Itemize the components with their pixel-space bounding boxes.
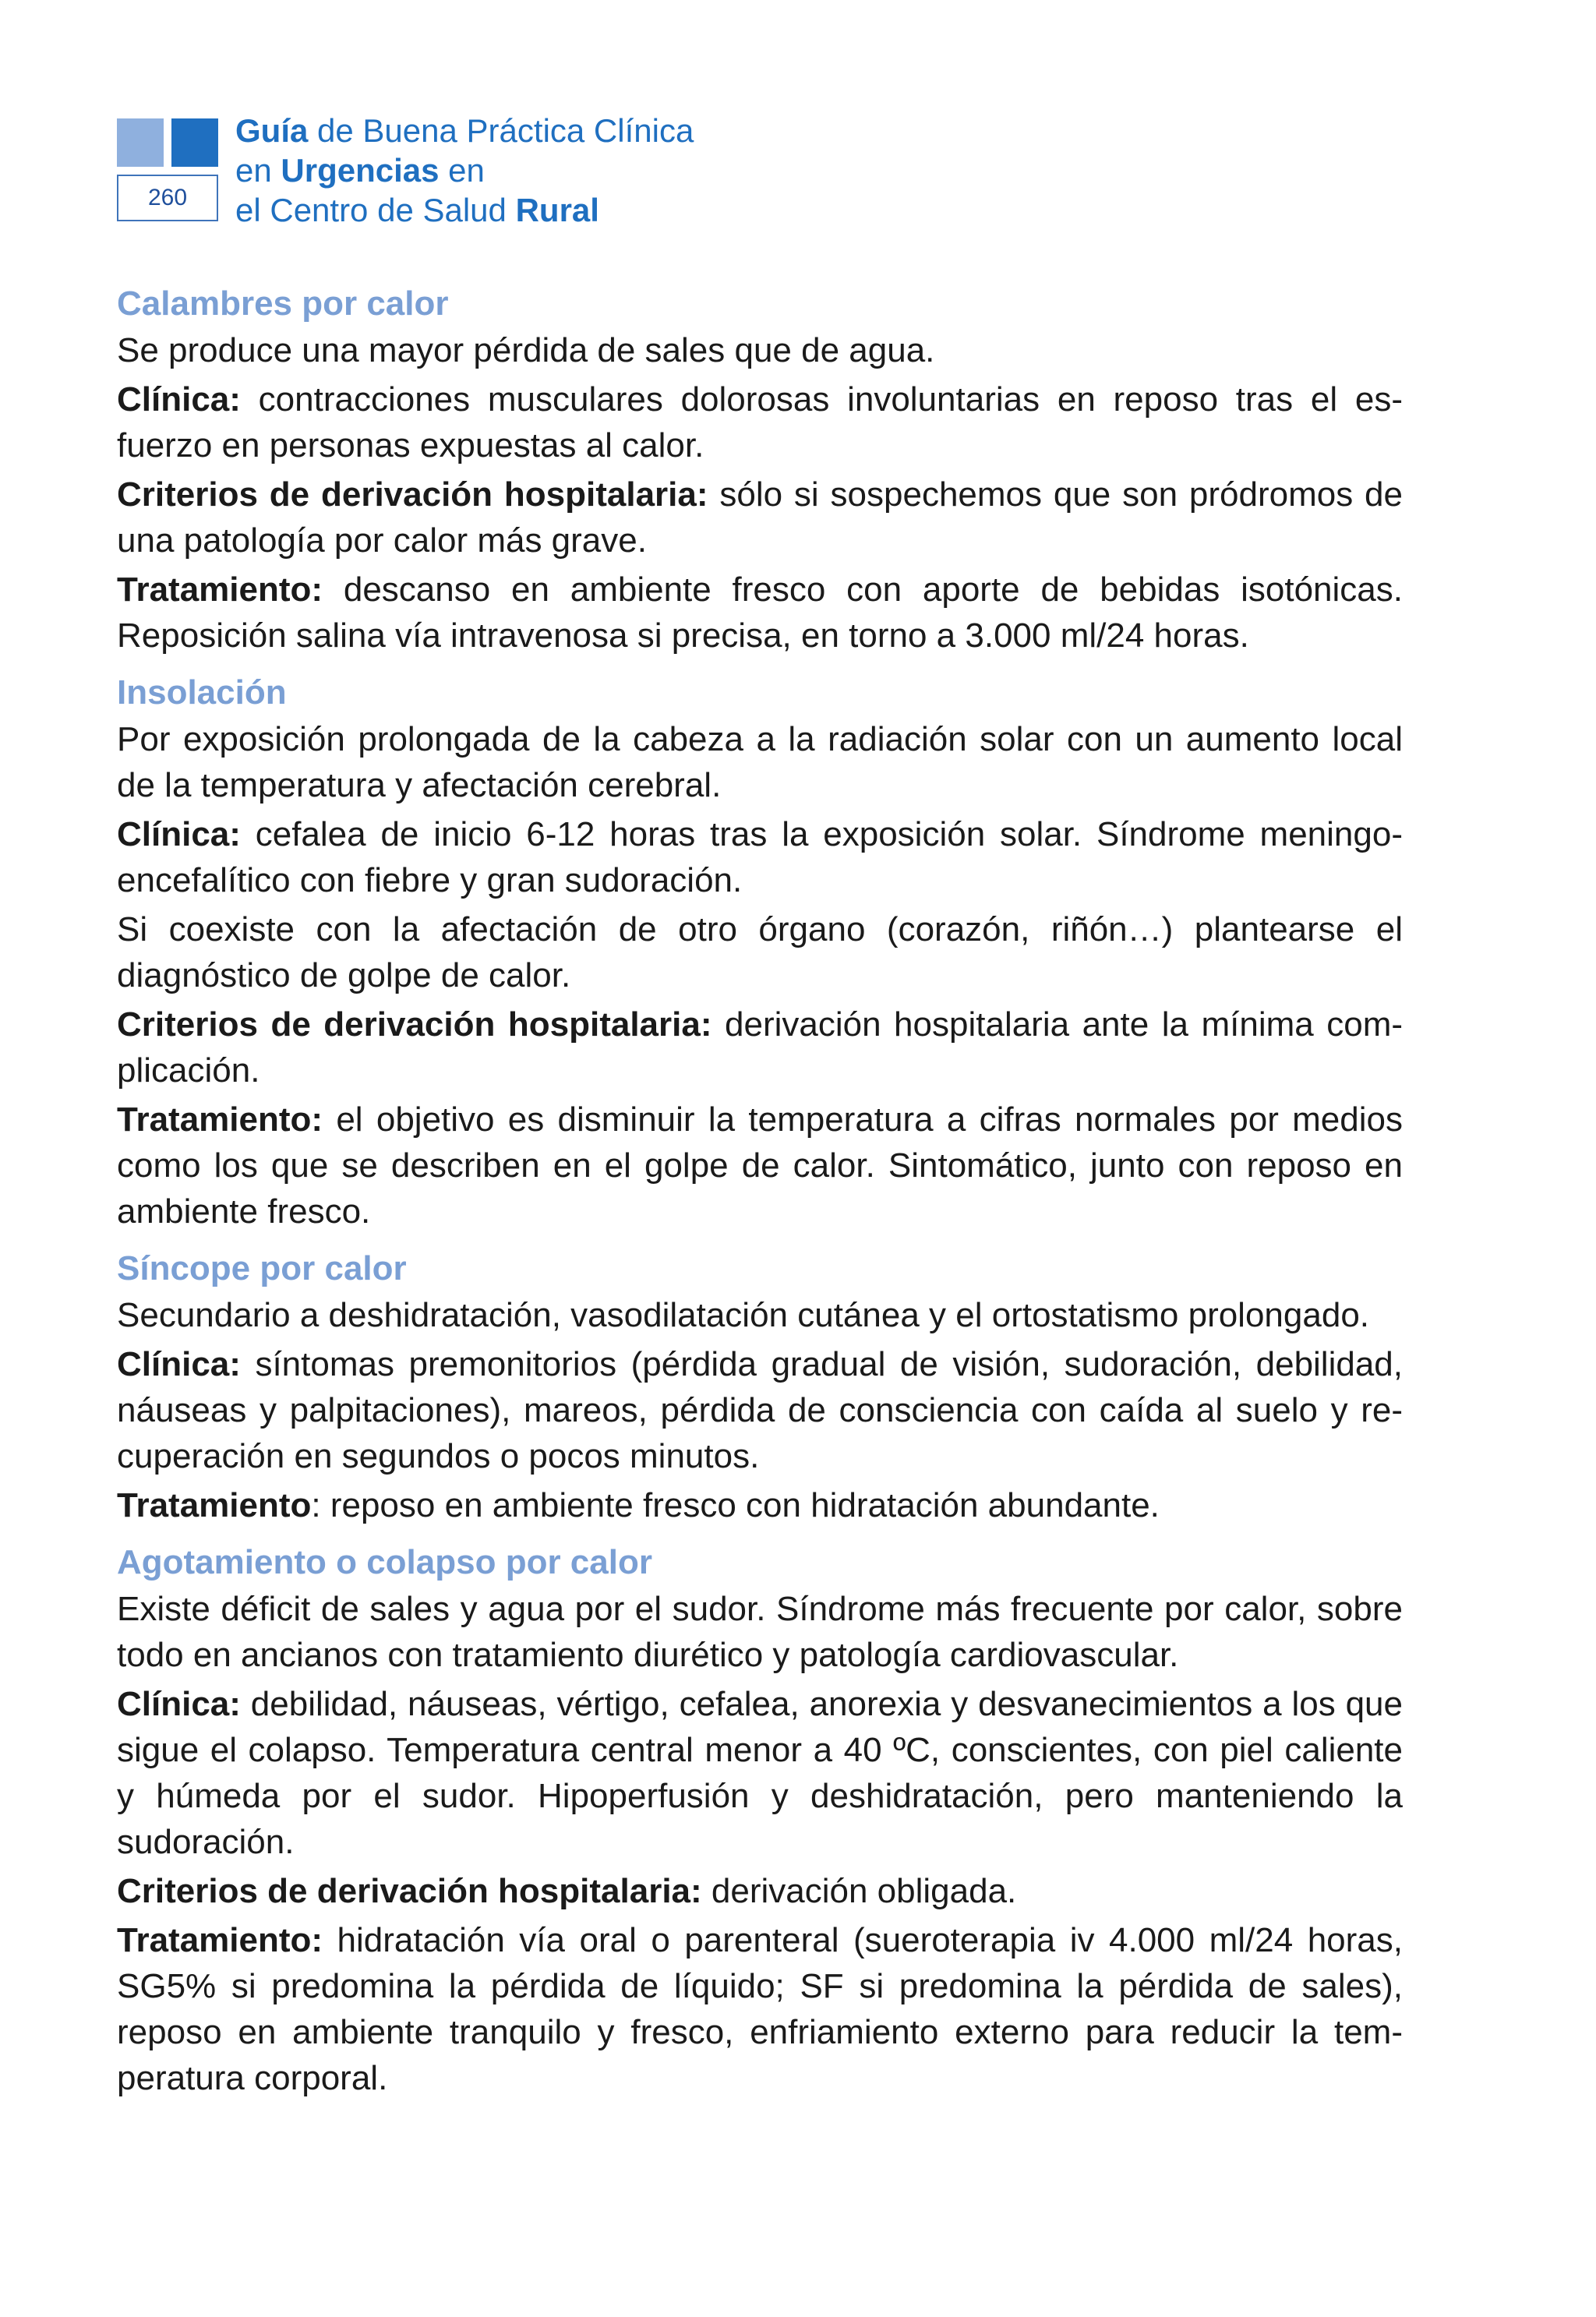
- paragraph-text: síntomas premonitorios (pérdida gradual de visión, sudoración, debilidad, náuseas y palpitaciones), mareos, pérdida de consciencia con caída al suelo y recuperación en segundos o pocos minutos.: [117, 1345, 1403, 1475]
- paragraph-text: Si coexiste con la afectación de otro órgano (corazón, riñón…) plantearse el diagnóstico de golpe de calor.: [117, 910, 1403, 994]
- section: [117, 281, 1403, 659]
- paragraph: [117, 716, 1403, 808]
- section-title: Calambres por calor: [117, 284, 449, 323]
- paragraph-text: : reposo en ambiente fresco con hidratación abundante.: [311, 1486, 1160, 1524]
- paragraph: [117, 906, 1403, 998]
- section-title: Insolación: [117, 673, 287, 712]
- paragraph: [117, 1681, 1403, 1865]
- paragraph: [117, 327, 1403, 373]
- paragraph-label: Criterios de derivación hospitalaria:: [117, 1872, 702, 1910]
- page-content: [117, 281, 1403, 2112]
- paragraph: [117, 811, 1403, 903]
- paragraph-text: Por exposición prolongada de la cabeza a la radiación solar con un aumento local de la temperatura y afectación cerebral.: [117, 720, 1403, 804]
- paragraph-label: Clínica:: [117, 815, 241, 853]
- paragraph-text: sólo si sospechemos que son pródromos de una patología por calor más grave.: [117, 475, 1403, 560]
- paragraph-text: Se produce una mayor pérdida de sales que de agua.: [117, 331, 935, 369]
- paragraph-text: debilidad, náuseas, vértigo, cefalea, anorexia y desvanecimientos a los que sigue el colapso. Temperatura central menor a 40 ºC, conscientes, con piel caliente y húmeda por el sudor. Hipoperfusión y deshidratación, pero manteniendo la sudoración.: [117, 1685, 1403, 1861]
- paragraph-text: hidratación vía oral o parenteral (sueroterapia iv 4.000 ml/24 horas, SG5% si predomina la pérdida de líquido; SF si predomina la pérdida de sales), reposo en ambiente tranquilo y fresco, enfriamiento externo para reducir la temperatura corporal.: [117, 1921, 1403, 2097]
- paragraph: [117, 376, 1403, 468]
- paragraph: [117, 1482, 1403, 1528]
- paragraph-text: Secundario a deshidratación, vasodilatación cutánea y el ortostatismo prolongado.: [117, 1296, 1370, 1334]
- guide-title-line-3: el Centro de Salud Rural: [235, 192, 599, 228]
- logo-square-dark: [171, 118, 218, 167]
- paragraph-text: cefalea de inicio 6-12 horas tras la exposición solar. Síndrome meningoencefalítico con fiebre y gran sudoración.: [117, 815, 1403, 899]
- paragraph-label: Tratamiento:: [117, 570, 323, 609]
- paragraph: [117, 1097, 1403, 1234]
- section-title: Agotamiento o colapso por calor: [117, 1543, 652, 1581]
- paragraph-label: Tratamiento:: [117, 1100, 323, 1139]
- section: [117, 669, 1403, 1234]
- paragraph: [117, 1341, 1403, 1479]
- page-number: 260: [117, 175, 218, 221]
- logo-square-light: [117, 118, 164, 167]
- paragraph-label: Clínica:: [117, 1345, 241, 1383]
- paragraph-text: el objetivo es disminuir la temperatura a cifras normales por medios como los que se describen en el golpe de calor. Sintomático, junto con reposo en ambiente fresco.: [117, 1100, 1403, 1231]
- paragraph-text: contracciones musculares dolorosas involuntarias en reposo tras el esfuerzo en personas expuestas al calor.: [117, 380, 1403, 464]
- paragraph: [117, 1868, 1403, 1914]
- paragraph: [117, 1292, 1403, 1338]
- paragraph-label: Criterios de derivación hospitalaria:: [117, 475, 708, 514]
- paragraph-label: Clínica:: [117, 380, 241, 419]
- section-title: Síncope por calor: [117, 1249, 407, 1287]
- paragraph-label: Tratamiento: [117, 1486, 312, 1524]
- guide-title-line-1: Guía de Buena Práctica Clínica: [235, 112, 694, 149]
- paragraph: [117, 567, 1403, 659]
- guide-title: [235, 111, 694, 230]
- paragraph-label: Criterios de derivación hospitalaria:: [117, 1005, 712, 1044]
- section: [117, 1245, 1403, 1528]
- paragraph-label: Clínica:: [117, 1685, 241, 1723]
- paragraph: [117, 1586, 1403, 1678]
- paragraph: [117, 1917, 1403, 2101]
- page-header: [117, 111, 818, 235]
- paragraph: [117, 1001, 1403, 1093]
- paragraph: [117, 472, 1403, 563]
- paragraph-text: derivación hospitalaria ante la mínima complicación.: [117, 1005, 1403, 1090]
- paragraph-text: derivación obligada.: [701, 1872, 1017, 1910]
- paragraph-text: Existe déficit de sales y agua por el sudor. Síndrome más frecuente por calor, sobre todo en ancianos con tratamiento diurético y patología cardiovascular.: [117, 1590, 1403, 1674]
- paragraph-label: Tratamiento:: [117, 1921, 323, 1959]
- paragraph-text: descanso en ambiente fresco con aporte de bebidas isotónicas. Reposición salina vía intravenosa si precisa, en torno a 3.000 ml/24 horas.: [117, 570, 1403, 655]
- guide-title-line-2: en Urgencias en: [235, 152, 485, 189]
- section: [117, 1539, 1403, 2101]
